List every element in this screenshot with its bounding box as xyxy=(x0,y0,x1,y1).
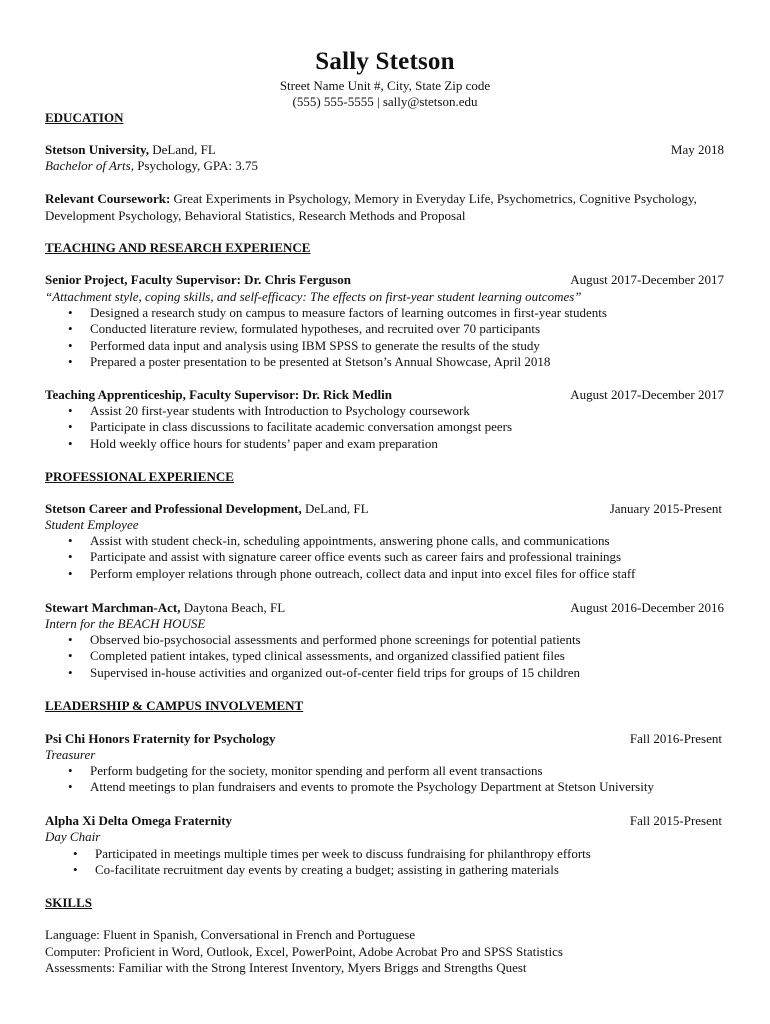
job-org-line xyxy=(45,600,285,616)
list-item: • Observed bio-psychosocial assessments and performed phone screenings for potential patients xyxy=(45,632,581,648)
list-item: • Assist 20 first-year students with Introduction to Psychology coursework xyxy=(45,403,512,419)
address-line: Street Name Unit #, City, State Zip code xyxy=(279,78,491,93)
org-name: Psi Chi Honors Fraternity for Psychology xyxy=(45,731,276,746)
skills-computer: Computer: Proficient in Word, Outlook, Excel, PowerPoint, Adobe Acrobat Pro and SPSS Statistics xyxy=(45,944,563,959)
skills-language: Language: Fluent in Spanish, Conversational in French and Portuguese xyxy=(45,927,416,942)
org-date: Fall 2016-Present xyxy=(629,731,722,746)
school-line xyxy=(45,142,216,158)
section-heading-education: EDUCATION xyxy=(45,110,124,125)
org-bullets xyxy=(45,846,591,879)
list-item: • Designed a research study on campus to measure factors of learning outcomes in first-year students xyxy=(45,305,607,321)
skills-assessments: Assessments: Familiar with the Strong Interest Inventory, Myers Briggs and Strengths Quest xyxy=(45,960,527,975)
job-location: Daytona Beach, FL xyxy=(180,600,286,615)
coursework-text: Great Experiments in Psychology, Memory in Everyday Life, Psychometrics, Cognitive Psychology, Development Psychology, Behavioral Statistics, Research Methods and Proposal xyxy=(45,191,697,223)
section-heading-skills: SKILLS xyxy=(45,895,92,910)
job-role: Student Employee xyxy=(45,517,139,532)
org-name: Alpha Xi Delta Omega Fraternity xyxy=(45,813,233,828)
org-date: Fall 2015-Present xyxy=(629,813,722,828)
education-date: May 2018 xyxy=(670,142,724,157)
list-item: • Conducted literature review, formulated hypotheses, and recruited over 70 participants xyxy=(45,321,607,337)
job-location: DeLand, FL xyxy=(301,501,369,516)
list-item: • Hold weekly office hours for students’ paper and exam preparation xyxy=(45,436,512,452)
candidate-name: Sally Stetson xyxy=(315,48,455,75)
list-item: • Co-facilitate recruitment day events by creating a budget; assisting in gathering materials xyxy=(45,862,591,878)
list-item: • Assist with student check-in, scheduling appointments, answering phone calls, and communications xyxy=(45,533,635,549)
job-title: Senior Project, Faculty Supervisor: Dr. Chris Ferguson xyxy=(45,272,351,287)
list-item: • Prepared a poster presentation to be presented at Stetson’s Annual Showcase, April 2018 xyxy=(45,354,607,370)
degree-name: Bachelor of Arts, xyxy=(45,158,134,173)
list-item: • Perform employer relations through phone outreach, collect data and input into excel files for office staff xyxy=(45,566,635,582)
degree-line xyxy=(45,158,258,174)
list-item: • Participate in class discussions to facilitate academic conversation amongst peers xyxy=(45,419,512,435)
job-date: August 2017-December 2017 xyxy=(570,272,724,287)
section-heading-professional: PROFESSIONAL EXPERIENCE xyxy=(45,469,234,484)
list-item: • Participate and assist with signature career office events such as career fairs and professional trainings xyxy=(45,549,635,565)
job-org: Stetson Career and Professional Development, xyxy=(45,501,302,516)
job-org: Stewart Marchman-Act, xyxy=(45,600,181,615)
list-item: • Supervised in-house activities and organized out-of-center field trips for groups of 15 children xyxy=(45,665,581,681)
coursework-label: Relevant Coursework: xyxy=(45,191,171,206)
job-bullets xyxy=(45,305,607,371)
list-item: • Participated in meetings multiple times per week to discuss fundraising for philanthropy efforts xyxy=(45,846,591,862)
org-role: Treasurer xyxy=(45,747,96,762)
section-heading-teaching: TEACHING AND RESEARCH EXPERIENCE xyxy=(45,240,311,255)
project-title: “Attachment style, coping skills, and self-efficacy: The effects on first-year student learning outcomes” xyxy=(45,289,582,304)
list-item: • Performed data input and analysis using IBM SPSS to generate the results of the study xyxy=(45,338,607,354)
contact-line: (555) 555-5555 | sally@stetson.edu xyxy=(292,94,478,109)
school-name: Stetson University, xyxy=(45,142,149,157)
job-date: January 2015-Present xyxy=(609,501,722,516)
school-location: DeLand, FL xyxy=(149,142,216,157)
section-heading-leadership: LEADERSHIP & CAMPUS INVOLVEMENT xyxy=(45,698,304,713)
degree-major: Psychology, GPA: 3.75 xyxy=(133,158,258,173)
job-role: Intern for the BEACH HOUSE xyxy=(45,616,206,631)
job-org-line xyxy=(45,501,369,517)
job-bullets xyxy=(45,632,581,681)
list-item: • Perform budgeting for the society, monitor spending and perform all event transactions xyxy=(45,763,654,779)
list-item: • Completed patient intakes, typed clinical assessments, and organized classified patient files xyxy=(45,648,581,664)
list-item: • Attend meetings to plan fundraisers and events to promote the Psychology Department at Stetson University xyxy=(45,779,654,795)
coursework-paragraph xyxy=(45,191,725,224)
job-date: August 2016-December 2016 xyxy=(570,600,724,615)
org-bullets xyxy=(45,763,654,796)
job-date: August 2017-December 2017 xyxy=(570,387,724,402)
job-bullets xyxy=(45,533,635,582)
org-role: Day Chair xyxy=(45,829,101,844)
job-title: Teaching Apprenticeship, Faculty Supervisor: Dr. Rick Medlin xyxy=(45,387,392,402)
job-bullets xyxy=(45,403,512,452)
